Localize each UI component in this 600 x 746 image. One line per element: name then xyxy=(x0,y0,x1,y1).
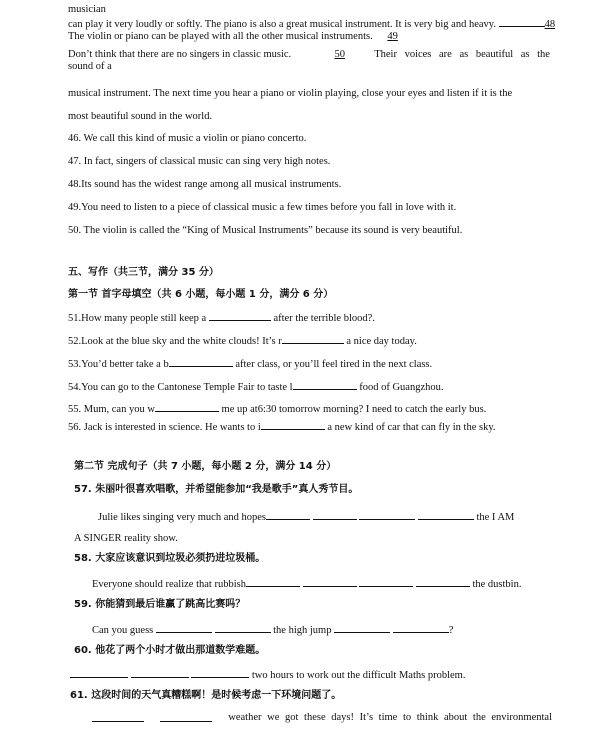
q58-chinese: 58. 大家应该意识到垃圾必须扔进垃圾桶。 xyxy=(74,553,266,564)
q52-pre: 52.Look at the blue sky and the white clouds! It’s r xyxy=(68,336,282,347)
q61-english xyxy=(92,712,552,724)
q57-blank-3[interactable] xyxy=(359,510,415,520)
q51-blank[interactable] xyxy=(209,311,271,321)
q60-blank-1[interactable] xyxy=(70,668,128,678)
q57-chinese: 57. 朱丽叶很喜欢唱歌，并希望能参加“我是歌手”真人秀节目。 xyxy=(74,484,359,495)
q59-chinese: 59. 你能猜到最后谁赢了跳高比赛吗？ xyxy=(74,599,246,610)
q59-blank-3[interactable] xyxy=(334,623,390,633)
part-1-title: 第一节 首字母填空（共 6 小题，每小题 1 分，满分 6 分） xyxy=(68,289,334,300)
q60-post: two hours to work out the difficult Maths problem. xyxy=(251,670,466,681)
q58-blank-3[interactable] xyxy=(359,577,413,587)
q59-post: ? xyxy=(448,625,454,636)
q56-post: a new kind of car that can fly in the sky. xyxy=(327,422,496,433)
passage-line-3-text: The violin or piano can be played with all the other musical instruments. xyxy=(68,31,373,42)
q58-blank-2[interactable] xyxy=(303,577,357,587)
question-52 xyxy=(68,334,417,348)
statement-49: 49.You need to listen to a piece of classical music a few times before you fall in love with it. xyxy=(68,202,457,213)
q54-post: food of Guangzhou. xyxy=(359,382,444,393)
q56-pre: 56. Jack is interested in science. He wants to i xyxy=(68,422,261,433)
question-56 xyxy=(68,420,496,434)
q58-pre: Everyone should realize that rubbish xyxy=(92,579,246,590)
q53-post: after class, or you’ll feel tired in the next class. xyxy=(235,359,433,370)
statement-46: 46. We call this kind of music a violin or piano concerto. xyxy=(68,133,307,144)
passage-line-3 xyxy=(68,31,412,43)
q60-chinese: 60. 他花了两个小时才做出那道数学难题。 xyxy=(74,645,266,656)
passage-line-1: musician xyxy=(68,4,106,15)
q58-post: the dustbin. xyxy=(472,579,522,590)
q51-post: after the terrible blood?. xyxy=(273,313,375,324)
q59-pre: Can you guess xyxy=(92,625,154,636)
question-51 xyxy=(68,311,375,325)
question-54 xyxy=(68,380,444,394)
passage-line-5: sound of a xyxy=(68,61,112,72)
q52-post: a nice day today. xyxy=(346,336,417,347)
q55-blank[interactable] xyxy=(155,402,219,412)
passage-line-7: most beautiful sound in the world. xyxy=(68,111,213,122)
q61-blank-2[interactable] xyxy=(160,712,212,722)
q59-blank-4[interactable] xyxy=(393,623,449,633)
statement-50: 50. The violin is called the “King of Musical Instruments” because its sound is very beautiful. xyxy=(68,225,463,236)
question-53 xyxy=(68,357,432,371)
section-5-title: 五、写作（共三节，满分 35 分） xyxy=(68,267,219,278)
q59-blank-1[interactable] xyxy=(156,623,212,633)
statement-48: 48.Its sound has the widest range among all musical instruments. xyxy=(68,179,342,190)
passage-line-4 xyxy=(68,49,550,61)
q60-blank-3[interactable] xyxy=(191,668,249,678)
question-55 xyxy=(68,402,486,416)
passage-line-2 xyxy=(68,17,555,31)
passage-line-4-post: Their voices are as beautiful as the xyxy=(374,49,550,60)
q52-blank[interactable] xyxy=(282,334,344,344)
q56-blank[interactable] xyxy=(261,420,325,430)
q59-mid: the high jump xyxy=(273,625,332,636)
q59-english xyxy=(92,623,453,637)
passage-line-4-pre: Don’t think that there are no singers in classic music. xyxy=(68,49,292,60)
q54-pre: 54.You can go to the Cantonese Temple Fair to taste l xyxy=(68,382,293,393)
blank-49[interactable]: 49 xyxy=(387,31,398,42)
q57-blank-2[interactable] xyxy=(313,510,357,520)
q61-chinese: 61. 这段时间的天气真糟糕啊！是时候考虑一下环境问题了。 xyxy=(70,690,342,701)
q61-post: weather we got these days! It’s time to think about the environmental xyxy=(228,712,552,723)
q59-blank-2[interactable] xyxy=(215,623,271,633)
q53-pre: 53.You’d better take a b xyxy=(68,359,169,370)
q57-english-line-2: A SINGER reality show. xyxy=(74,533,178,544)
q57-pre: Julie likes singing very much and hopes xyxy=(98,512,266,523)
blank-48[interactable] xyxy=(499,17,545,27)
passage-line-2-text: can play it very loudly or softly. The piano is also a great musical instrument. It is very big and heavy. xyxy=(68,19,496,30)
q53-blank[interactable] xyxy=(169,357,233,367)
q57-blank-1[interactable] xyxy=(266,510,310,520)
blank-50[interactable]: 50 xyxy=(334,49,345,60)
blank-48-number: 48 xyxy=(544,19,556,30)
q60-blank-2[interactable] xyxy=(131,668,189,678)
passage-line-6: musical instrument. The next time you hear a piano or violin playing, close your eyes and listen if it is the xyxy=(68,88,513,99)
statement-47: 47. In fact, singers of classical music can sing very high notes. xyxy=(68,156,331,167)
q57-blank-4[interactable] xyxy=(418,510,474,520)
q58-blank-1[interactable] xyxy=(246,577,300,587)
part-2-title: 第二节 完成句子（共 7 小题，每小题 2 分，满分 14 分） xyxy=(74,461,337,472)
q55-post: me up at6:30 tomorrow morning? I need to catch the early bus. xyxy=(221,404,487,415)
q61-blank-1[interactable] xyxy=(92,712,144,722)
q57-english xyxy=(98,510,514,524)
q51-pre: 51.How many people still keep a xyxy=(68,313,207,324)
q54-blank[interactable] xyxy=(293,380,357,390)
q57-post: the I AM xyxy=(476,512,515,523)
q55-pre: 55. Mum, can you w xyxy=(68,404,155,415)
q58-blank-4[interactable] xyxy=(416,577,470,587)
q60-english xyxy=(70,668,465,682)
q58-english xyxy=(92,577,521,591)
